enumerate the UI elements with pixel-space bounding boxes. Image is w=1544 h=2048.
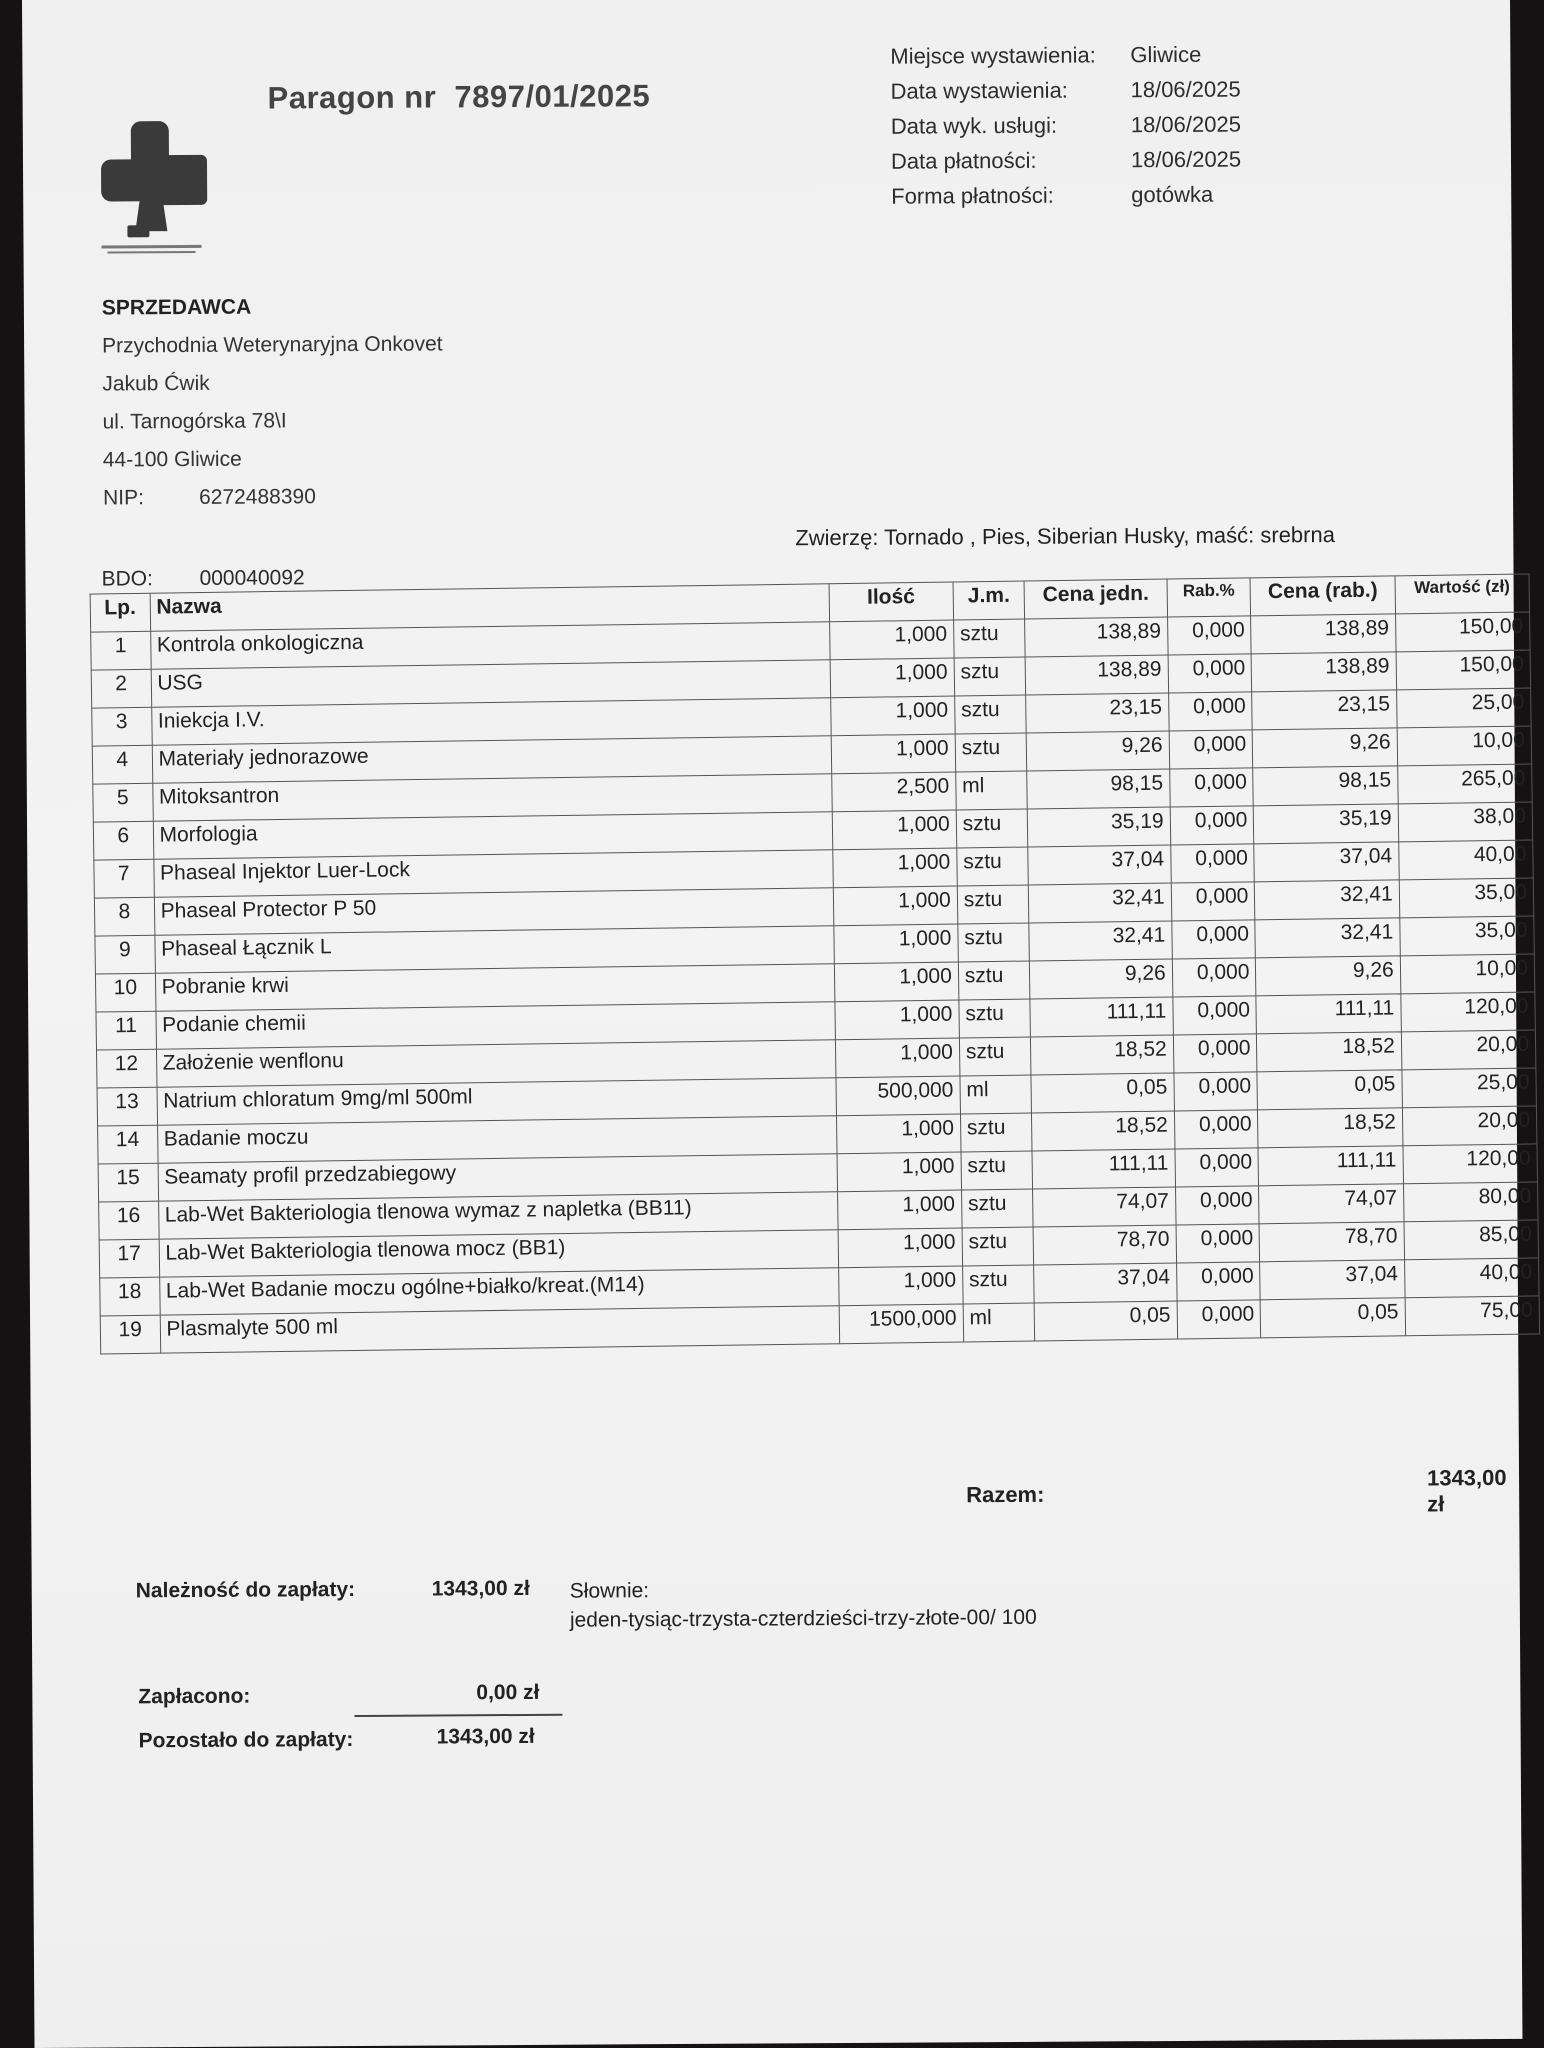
meta-row [891, 107, 1241, 144]
cell-lp: 4 [92, 745, 152, 784]
cell-qty: 1,000 [838, 1228, 963, 1268]
cell-price-rab: 9,26 [1256, 956, 1401, 996]
cell-price-rab: 111,11 [1256, 994, 1401, 1034]
cell-jm: sztu [962, 1265, 1034, 1304]
cell-name: Materiały jednorazowe [152, 736, 832, 783]
cell-price-rab: 98,15 [1253, 766, 1398, 806]
cell-price-rab: 23,15 [1252, 690, 1397, 730]
cell-rab: 0,000 [1175, 1148, 1259, 1187]
bdo-label: BDO: [101, 567, 153, 591]
meta-label: Data wyk. usługi: [890, 112, 1058, 139]
cell-lp: 9 [95, 935, 155, 974]
cell-name: Plasmalyte 500 ml [160, 1306, 840, 1353]
cell-price: 32,41 [1029, 883, 1172, 923]
meta-value: 18/06/2025 [1130, 146, 1242, 173]
cell-price: 0,05 [1035, 1301, 1178, 1341]
cell-jm: sztu [955, 733, 1027, 772]
cell-lp: 17 [99, 1239, 159, 1278]
cell-price: 74,07 [1033, 1187, 1176, 1227]
cell-price-rab: 37,04 [1254, 842, 1399, 882]
cell-price-rab: 0,05 [1261, 1298, 1406, 1338]
cell-rab: 0,000 [1174, 1110, 1258, 1149]
cell-name: Natrium chloratum 9mg/ml 500ml [157, 1078, 837, 1125]
cell-lp: 1 [91, 631, 151, 670]
cell-name: Morfologia [153, 812, 833, 859]
cell-jm: sztu [959, 1037, 1031, 1076]
cell-qty: 1,000 [832, 810, 957, 850]
nip-label: NIP: [102, 486, 144, 510]
cell-rab: 0,000 [1173, 996, 1257, 1035]
cell-price-rab: 0,05 [1257, 1070, 1402, 1110]
cell-lp: 10 [95, 973, 155, 1012]
cell-qty: 1,000 [832, 848, 957, 888]
cell-price: 138,89 [1025, 617, 1168, 657]
meta-row [890, 37, 1240, 74]
meta-value: 18/06/2025 [1130, 111, 1241, 138]
cell-value: 40,00 [1398, 840, 1533, 880]
meta-row [890, 72, 1240, 109]
nip-value: 6272488390 [198, 485, 316, 509]
cell-name: Podanie chemii [155, 1002, 835, 1049]
cell-value: 38,00 [1398, 802, 1533, 842]
cell-price: 78,70 [1033, 1225, 1176, 1265]
razem-value: 1343,00 zł [1426, 1464, 1507, 1517]
cell-lp: 12 [97, 1049, 157, 1088]
cell-name: Phaseal Łącznik L [154, 926, 834, 973]
cell-price-rab: 78,70 [1259, 1222, 1404, 1262]
seller-name: Przychodnia Weterynaryjna Onkovet [102, 332, 443, 358]
cell-price: 18,52 [1032, 1111, 1175, 1151]
cell-lp: 16 [99, 1201, 159, 1240]
cell-price-rab: 9,26 [1253, 728, 1398, 768]
receipt-number: 7897/01/2025 [454, 78, 651, 115]
cell-name: Lab-Wet Bakteriologia tlenowa wymaz z napletka (BB11) [158, 1192, 838, 1239]
cell-jm: sztu [959, 999, 1031, 1038]
cell-name: USG [151, 660, 831, 707]
cell-price-rab: 18,52 [1258, 1108, 1403, 1148]
cell-name: Kontrola onkologiczna [150, 622, 830, 669]
cell-qty: 1,000 [831, 734, 956, 774]
amount-in-words [570, 1574, 1090, 1635]
cell-qty: 2,500 [831, 772, 956, 812]
cell-price-rab: 37,04 [1260, 1260, 1405, 1300]
header-jm: J.m. [953, 581, 1025, 620]
cell-value: 75,00 [1405, 1296, 1540, 1336]
cell-qty: 500,000 [836, 1076, 961, 1116]
cell-name: Iniekcja I.V. [151, 698, 831, 745]
cell-jm: ml [963, 1303, 1035, 1342]
cell-value: 10,00 [1400, 954, 1535, 994]
cell-name: Badanie moczu [157, 1116, 837, 1163]
cell-value: 20,00 [1402, 1106, 1537, 1146]
seller-person: Jakub Ćwik [102, 371, 210, 396]
document-meta [890, 37, 1241, 214]
cell-name: Mitoksantron [152, 774, 832, 821]
cell-value: 150,00 [1395, 612, 1530, 652]
cell-qty: 1,000 [837, 1190, 962, 1230]
paid-underline [354, 1714, 562, 1717]
cell-lp: 3 [92, 707, 152, 746]
meta-row [891, 142, 1241, 179]
cell-name: Lab-Wet Bakteriologia tlenowa mocz (BB1) [159, 1230, 839, 1277]
cell-jm: ml [960, 1075, 1032, 1114]
cell-rab: 0,000 [1176, 1224, 1260, 1263]
words-text: jeden-tysiąc-trzysta-czterdzieści-trzy-złote-00/ 100 [569, 1605, 1037, 1632]
cell-rab: 0,000 [1173, 1034, 1257, 1073]
cell-value: 25,00 [1396, 688, 1531, 728]
cell-price: 9,26 [1030, 959, 1173, 999]
cell-price-rab: 18,52 [1257, 1032, 1402, 1072]
cell-jm: sztu [960, 1113, 1032, 1152]
meta-row [891, 177, 1241, 214]
cell-rab: 0,000 [1171, 920, 1255, 959]
cell-lp: 15 [98, 1163, 158, 1202]
cell-name: Lab-Wet Badanie moczu ogólne+białko/kreat.(M14) [159, 1268, 839, 1315]
cell-rab: 0,000 [1170, 806, 1254, 845]
header-qty: Ilość [829, 582, 954, 622]
cell-qty: 1,000 [834, 962, 959, 1002]
seller-bdo [101, 566, 304, 591]
cell-value: 85,00 [1404, 1220, 1539, 1260]
meta-label: Data wystawienia: [890, 77, 1068, 104]
cell-value: 20,00 [1401, 1030, 1536, 1070]
cell-price-rab: 35,19 [1254, 804, 1399, 844]
cell-price: 32,41 [1029, 921, 1172, 961]
seller-nip [103, 477, 444, 517]
cell-rab: 0,000 [1169, 768, 1253, 807]
cell-jm: sztu [956, 809, 1028, 848]
cell-lp: 14 [98, 1125, 158, 1164]
cell-value: 265,00 [1397, 764, 1532, 804]
cell-jm: sztu [961, 1189, 1033, 1228]
cell-qty: 1,000 [830, 696, 955, 736]
cell-price: 111,11 [1030, 997, 1173, 1037]
cell-value: 25,00 [1402, 1068, 1537, 1108]
receipt-page [22, 0, 1533, 2048]
cell-qty: 1,000 [833, 886, 958, 926]
cell-qty: 1,000 [830, 658, 955, 698]
cell-price: 35,19 [1028, 807, 1171, 847]
cell-name: Seamaty profil przedzabiegowy [158, 1154, 838, 1201]
cell-lp: 13 [97, 1087, 157, 1126]
document-title [267, 78, 650, 116]
cell-rab: 0,000 [1177, 1300, 1261, 1339]
due-value: 1343,00 zł [431, 1576, 530, 1601]
words-label: Słownie: [569, 1579, 650, 1603]
cell-name: Pobranie krwi [155, 964, 835, 1011]
cell-lp: 18 [100, 1277, 160, 1316]
cell-price-rab: 138,89 [1252, 652, 1397, 692]
cell-lp: 7 [94, 859, 154, 898]
paid-value: 0,00 zł [476, 1680, 540, 1705]
cell-name: Założenie wenflonu [156, 1040, 836, 1087]
cell-rab: 0,000 [1170, 844, 1254, 883]
cell-price: 0,05 [1031, 1073, 1174, 1113]
meta-value: gotówka [1131, 181, 1214, 208]
seller-block [102, 287, 444, 517]
cell-price-rab: 138,89 [1251, 614, 1396, 654]
cell-value: 120,00 [1403, 1144, 1538, 1184]
cell-jm: sztu [957, 885, 1029, 924]
cell-jm: sztu [954, 657, 1026, 696]
animal-info: Zwierzę: Tornado , Pies, Siberian Husky, maść: srebrna [795, 521, 1335, 551]
cell-rab: 0,000 [1174, 1072, 1258, 1111]
cell-qty: 1500,000 [839, 1304, 964, 1344]
cell-price: 37,04 [1034, 1263, 1177, 1303]
clinic-logo [101, 119, 242, 260]
cell-price: 23,15 [1026, 693, 1169, 733]
cell-rab: 0,000 [1169, 730, 1253, 769]
cell-qty: 1,000 [835, 1038, 960, 1078]
cell-jm: sztu [958, 961, 1030, 1000]
cell-jm: ml [955, 771, 1027, 810]
cell-price-rab: 74,07 [1259, 1184, 1404, 1224]
cell-price: 9,26 [1027, 731, 1170, 771]
cell-jm: sztu [958, 923, 1030, 962]
cell-price: 98,15 [1027, 769, 1170, 809]
cell-qty: 1,000 [835, 1000, 960, 1040]
cell-price: 111,11 [1032, 1149, 1175, 1189]
cell-value: 35,00 [1399, 878, 1534, 918]
cell-price: 138,89 [1026, 655, 1169, 695]
cell-price: 18,52 [1031, 1035, 1174, 1075]
cell-value: 80,00 [1403, 1182, 1538, 1222]
meta-label: Miejsce wystawienia: [890, 42, 1096, 69]
cell-qty: 1,000 [837, 1152, 962, 1192]
items-body [91, 612, 1540, 1354]
cell-lp: 2 [91, 669, 151, 708]
remaining-value: 1343,00 zł [436, 1724, 535, 1749]
due-label: Należność do zapłaty: [135, 1577, 356, 1603]
cell-rab: 0,000 [1176, 1262, 1260, 1301]
razem-label: Razem: [966, 1481, 1045, 1508]
items-table [90, 573, 1540, 1354]
cell-jm: sztu [961, 1151, 1033, 1190]
cell-rab: 0,000 [1168, 654, 1252, 693]
cell-value: 120,00 [1401, 992, 1536, 1032]
remaining-label: Pozostało do zapłaty: [138, 1728, 354, 1753]
cell-value: 40,00 [1404, 1258, 1539, 1298]
cell-rab: 0,000 [1168, 692, 1252, 731]
cell-jm: sztu [953, 619, 1025, 658]
cell-price-rab: 32,41 [1255, 880, 1400, 920]
meta-label: Data płatności: [890, 147, 1037, 174]
cell-qty: 1,000 [836, 1114, 961, 1154]
meta-value: Gliwice [1130, 41, 1202, 68]
cell-lp: 8 [94, 897, 154, 936]
cell-lp: 19 [100, 1315, 160, 1354]
cell-rab: 0,000 [1171, 882, 1255, 921]
cell-qty: 1,000 [829, 620, 954, 660]
seller-street: ul. Tarnogórska 78\I [102, 409, 287, 434]
cell-rab: 0,000 [1167, 616, 1251, 655]
cell-lp: 5 [93, 783, 153, 822]
title-prefix: Paragon nr [267, 79, 437, 116]
cell-price-rab: 32,41 [1255, 918, 1400, 958]
header-price: Cena jedn. [1024, 579, 1167, 619]
cell-price-rab: 111,11 [1258, 1146, 1403, 1186]
cell-rab: 0,000 [1172, 958, 1256, 997]
cell-name: Phaseal Protector P 50 [154, 888, 834, 935]
meta-value: 18/06/2025 [1130, 76, 1241, 103]
cell-lp: 6 [93, 821, 153, 860]
cell-lp: 11 [96, 1011, 156, 1050]
paid-label: Zapłacono: [138, 1684, 251, 1709]
seller-heading: SPRZEDAWCA [101, 295, 252, 320]
cell-value: 10,00 [1397, 726, 1532, 766]
meta-label: Forma płatności: [891, 182, 1054, 209]
cell-jm: sztu [957, 847, 1029, 886]
cell-qty: 1,000 [833, 924, 958, 964]
cell-qty: 1,000 [838, 1266, 963, 1306]
header-lp: Lp. [90, 593, 150, 632]
cell-jm: sztu [954, 695, 1026, 734]
header-price-rab: Cena (rab.) [1250, 576, 1395, 616]
cell-rab: 0,000 [1175, 1186, 1259, 1225]
header-rab: Rab.% [1167, 578, 1251, 617]
bdo-value: 000040092 [199, 566, 305, 590]
cell-name: Phaseal Injektor Luer-Lock [153, 850, 833, 897]
cell-value: 35,00 [1400, 916, 1535, 956]
cell-jm: sztu [962, 1227, 1034, 1266]
seller-city: 44-100 Gliwice [102, 447, 242, 472]
header-name: Nazwa [150, 584, 830, 631]
cell-price: 37,04 [1028, 845, 1171, 885]
cell-value: 150,00 [1396, 650, 1531, 690]
header-value: Wartość (zł) [1395, 574, 1530, 614]
